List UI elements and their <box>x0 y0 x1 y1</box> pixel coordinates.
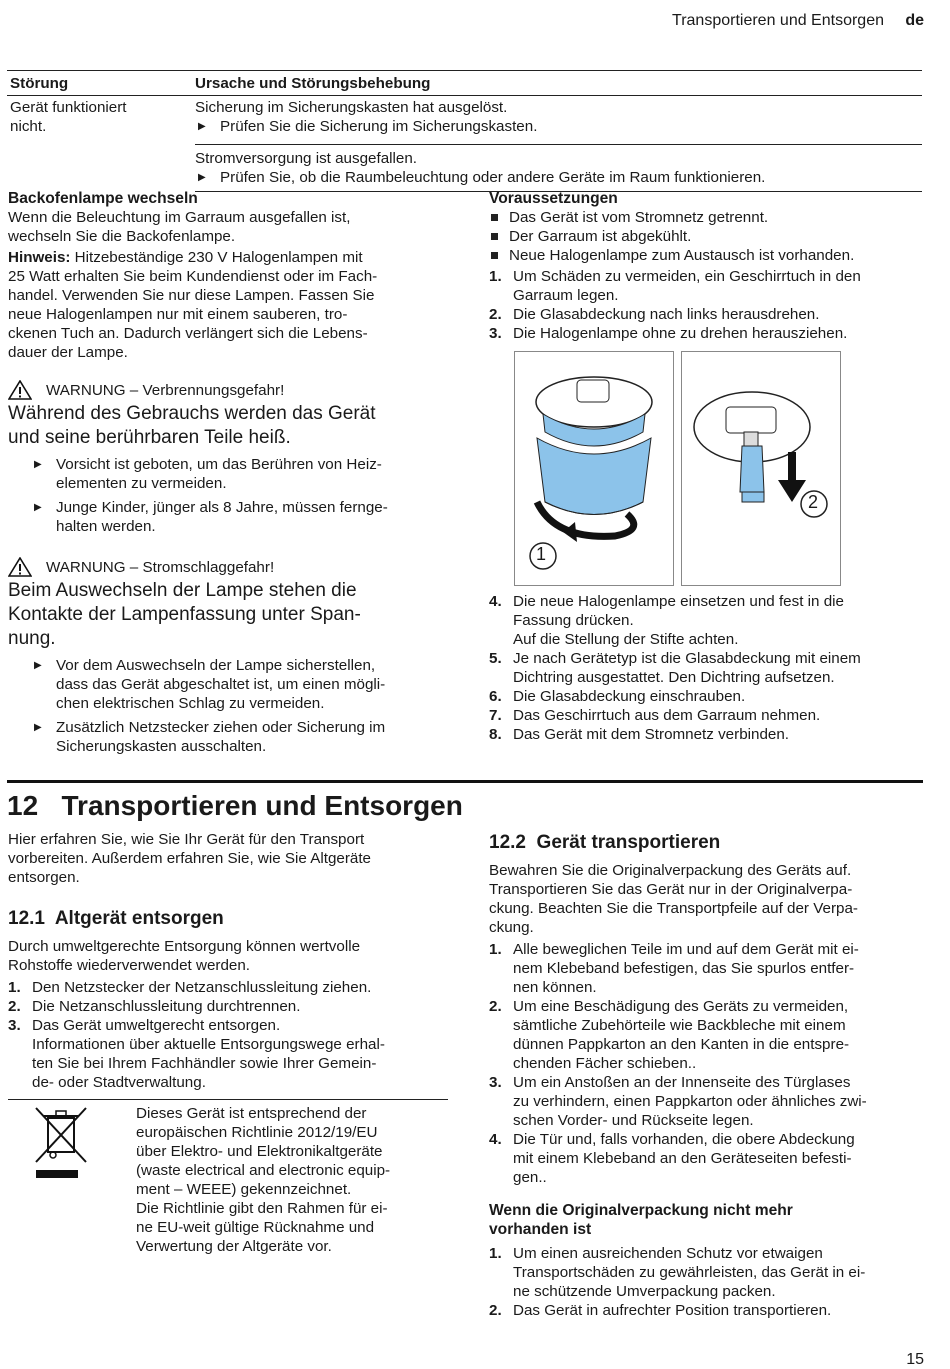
section-intro-line: Transportieren Sie das Gerät nur in der Originalverpa- <box>489 881 853 898</box>
list-line: Vorsicht ist geboten, um das Berühren von Heiz- <box>56 456 382 473</box>
hint-line: ckenen Tuch an. Dadurch verlängert sich die Lebens- <box>8 325 368 342</box>
col-cause-header: Ursache und Störungsbehebung <box>195 75 431 92</box>
step-line: gen.. <box>513 1169 547 1186</box>
subsection-title: vorhanden ist <box>489 1221 592 1238</box>
step-item <box>8 978 448 997</box>
list-line: elementen zu vermeiden. <box>56 475 227 492</box>
lamp-title: Backofenlampe wechseln <box>8 190 198 207</box>
step-number: 3. <box>489 325 502 342</box>
section-intro-line: ckung. <box>489 919 534 936</box>
fault-table <box>7 70 922 192</box>
step-item <box>489 592 929 649</box>
square-bullet-icon <box>491 233 498 240</box>
list-item <box>489 246 929 265</box>
step-item <box>489 649 929 687</box>
prereq-title: Voraussetzungen <box>489 190 618 207</box>
section-title: 12.2 Gerät transportieren <box>489 832 721 853</box>
running-header <box>0 11 950 33</box>
hint-label: Hinweis: <box>8 249 71 266</box>
square-bullet-icon <box>491 252 498 259</box>
step-line: Auf die Stellung der Stifte achten. <box>513 631 739 648</box>
step-line: Die Halogenlampe ohne zu drehen herausziehen. <box>513 325 848 342</box>
page-number: 15 <box>906 1351 924 1368</box>
hint-line: 25 Watt erhalten Sie beim Kundendienst oder im Fach- <box>8 268 378 285</box>
hint-line: Hitzebeständige 230 V Halogenlampen mit <box>70 249 363 266</box>
list-line: chen elektrischen Schlag zu vermeiden. <box>56 695 325 712</box>
warning-text: nung. <box>8 628 56 649</box>
step-line: Fassung drücken. <box>513 612 634 629</box>
weee-symbol <box>8 1104 136 1256</box>
step-number: 8. <box>489 726 502 743</box>
arrow-bullet-icon: ▶ <box>34 502 42 513</box>
step-line: Informationen über aktuelle Entsorgungswege erhal- <box>32 1036 385 1053</box>
cause-text: Sicherung im Sicherungskasten hat ausgelöst. <box>195 99 508 116</box>
weee-line: ment – WEEE) gekennzeichnet. <box>136 1181 352 1198</box>
warning-burn <box>8 380 448 400</box>
step-line: nem Klebeband befestigen, das Sie spurlos entfer- <box>513 960 855 977</box>
warning-heading: WARNUNG – Stromschlaggefahr! <box>46 558 275 576</box>
warning-shock <box>8 557 448 577</box>
step-item <box>489 267 929 305</box>
section-intro-line: Bewahren Sie die Originalverpackung des Geräts auf. <box>489 862 852 879</box>
chapter-title: 12 Transportieren und Entsorgen <box>7 790 463 821</box>
step-item <box>8 1016 448 1092</box>
list-text: Neue Halogenlampe zum Austausch ist vorhanden. <box>509 247 855 264</box>
figure-label: 1 <box>536 544 547 564</box>
remedy-text: Prüfen Sie, ob die Raumbeleuchtung oder andere Geräte im Raum funktionieren. <box>220 169 766 186</box>
step-line: Transportschäden zu gewährleisten, das Gerät in ei- <box>513 1264 866 1281</box>
figure-label: 2 <box>808 492 819 512</box>
step-number: 2. <box>489 306 502 323</box>
header-language: de <box>905 12 924 29</box>
section-title: 12.1 Altgerät entsorgen <box>8 908 224 929</box>
list-item <box>489 227 929 246</box>
step-item <box>489 706 929 725</box>
arrow-bullet-icon: ▶ <box>34 459 42 470</box>
hint-line: handel. Verwenden Sie nur diese Lampen. Fassen Sie <box>8 287 375 304</box>
section-intro-line: Rohstoffe wiederverwendet werden. <box>8 957 251 974</box>
square-bullet-icon <box>491 214 498 221</box>
list-item <box>8 656 448 713</box>
intro-line: entsorgen. <box>8 869 80 886</box>
cause-row <box>195 96 922 145</box>
lamp-hint <box>8 248 448 362</box>
prereq-section <box>489 189 929 343</box>
list-line: halten werden. <box>56 518 156 535</box>
lamp-cover-illustration <box>514 351 674 586</box>
warning-text: Kontakte der Lampenfassung unter Span- <box>8 604 361 625</box>
step-line: chenden Fächer schieben.. <box>513 1055 697 1072</box>
arrow-bullet-icon: ▶ <box>34 660 42 671</box>
step-line: nen können. <box>513 979 597 996</box>
step-number: 3. <box>8 1017 21 1034</box>
subsection-title: Wenn die Originalverpackung nicht mehr <box>489 1202 793 1219</box>
list-item <box>489 208 929 227</box>
step-item <box>8 997 448 1016</box>
warning-heading: WARNUNG – Verbrennungsgefahr! <box>46 381 285 399</box>
weee-line: ne EU-weit gültige Rücknahme und <box>136 1219 375 1236</box>
warning-text: Beim Auswechseln der Lampe stehen die <box>8 580 357 601</box>
step-line: Die Tür und, falls vorhanden, die obere Abdeckung <box>513 1131 855 1148</box>
step-number: 7. <box>489 707 502 724</box>
step-item <box>489 1130 929 1187</box>
cause-text: Stromversorgung ist ausgefallen. <box>195 150 418 167</box>
chapter-heading <box>7 780 923 823</box>
remedy-text: Prüfen Sie die Sicherung im Sicherungskasten. <box>220 118 538 135</box>
step-item <box>489 1301 929 1320</box>
list-item <box>8 455 448 493</box>
step-item <box>489 687 929 706</box>
step-line: Die Glasabdeckung einschrauben. <box>513 688 746 705</box>
step-line: ten Sie bei Ihrem Fachhändler sowie Ihrer Gemein- <box>32 1055 377 1072</box>
step-item <box>489 1244 929 1301</box>
list-line: Sicherungskasten ausschalten. <box>56 738 267 755</box>
weee-line: über Elektro- und Elektronikaltgeräte <box>136 1143 383 1160</box>
list-item <box>8 498 448 536</box>
section-intro-line: Durch umweltgerechte Entsorgung können wertvolle <box>8 938 361 955</box>
weee-line: Dieses Gerät ist entsprechend der <box>136 1105 367 1122</box>
step-line: Garraum legen. <box>513 287 619 304</box>
step-line: Das Gerät umweltgerecht entsorgen. <box>32 1017 281 1034</box>
cause-row <box>195 145 922 192</box>
list-text: Der Garraum ist abgekühlt. <box>509 228 692 245</box>
step-number: 6. <box>489 688 502 705</box>
list-line: dass das Gerät abgeschaltet ist, um einen mögli- <box>56 676 386 693</box>
list-line: Zusätzlich Netzstecker ziehen oder Sicherung im <box>56 719 386 736</box>
chapter-right-column <box>489 831 929 1320</box>
halogen-lamp-illustration <box>681 351 841 586</box>
weee-line: Verwertung der Altgeräte vor. <box>136 1238 332 1255</box>
lamp-intro-line: wechseln Sie die Backofenlampe. <box>8 228 236 245</box>
step-line: de- oder Stadtverwaltung. <box>32 1074 206 1091</box>
crossed-bin-icon <box>32 1104 92 1184</box>
step-line: sämtliche Zubehörteile wie Backbleche mit einem <box>513 1017 846 1034</box>
chapter-left-column <box>8 830 448 1256</box>
list-line: Junge Kinder, jünger als 8 Jahre, müssen fernge- <box>56 499 388 516</box>
step-line: Um einen ausreichenden Schutz vor etwaigen <box>513 1245 823 1262</box>
list-text: Das Gerät ist vom Stromnetz getrennt. <box>509 209 769 226</box>
list-line: Vor dem Auswechseln der Lampe sicherstellen, <box>56 657 376 674</box>
lamp-section <box>8 189 448 756</box>
step-line: Den Netzstecker der Netzanschlussleitung ziehen. <box>32 979 372 996</box>
step-line: Um eine Beschädigung des Geräts zu vermeiden, <box>513 998 849 1015</box>
hint-line: neue Halogenlampen nur mit einem sauberen, tro- <box>8 306 348 323</box>
step-number: 2. <box>8 998 21 1015</box>
weee-box <box>8 1099 448 1256</box>
step-line: Die Netzanschlussleitung durchtrennen. <box>32 998 301 1015</box>
step-line: Alle beweglichen Teile im und auf dem Gerät mit ei- <box>513 941 859 958</box>
weee-line: europäischen Richtlinie 2012/19/EU <box>136 1124 378 1141</box>
table-header-row <box>7 71 922 96</box>
step-number: 4. <box>489 593 502 610</box>
fault-cell <box>7 96 195 192</box>
section-intro-line: ckung. Beachten Sie die Transportpfeile auf der Verpa- <box>489 900 858 917</box>
step-line: Je nach Gerätetyp ist die Glasabdeckung mit einem <box>513 650 861 667</box>
step-item <box>489 997 929 1073</box>
step-line: Dichtring ausgestattet. Den Dichtring aufsetzen. <box>513 669 835 686</box>
step-number: 5. <box>489 650 502 667</box>
step-line: zu verhindern, einen Pappkarton oder ähnliches zwi- <box>513 1093 867 1110</box>
step-line: Um ein Anstoßen an der Innenseite des Türglases <box>513 1074 851 1091</box>
step-line: Das Gerät in aufrechter Position transportieren. <box>513 1302 832 1319</box>
arrow-bullet-icon: ▶ <box>198 172 206 183</box>
step-item <box>489 725 929 744</box>
step-line: Das Geschirrtuch aus dem Garraum nehmen. <box>513 707 821 724</box>
step-number: 1. <box>8 979 21 996</box>
weee-line: Die Richtlinie gibt den Rahmen für ei- <box>136 1200 388 1217</box>
step-line: Die neue Halogenlampe einsetzen und fest in die <box>513 593 844 610</box>
warning-text: Während des Gebrauchs werden das Gerät <box>8 403 376 424</box>
step-line: mit einem Klebeband an den Geräteseiten befesti- <box>513 1150 852 1167</box>
warning-triangle-icon <box>8 557 32 577</box>
step-number: 4. <box>489 1131 502 1148</box>
step-number: 2. <box>489 1302 502 1319</box>
warning-triangle-icon <box>8 380 32 400</box>
header-title: Transportieren und Entsorgen <box>672 12 884 29</box>
weee-line: (waste electrical and electronic equip- <box>136 1162 391 1179</box>
arrow-bullet-icon: ▶ <box>198 121 206 132</box>
step-number: 3. <box>489 1074 502 1091</box>
step-item <box>489 324 929 343</box>
step-item <box>489 1073 929 1130</box>
steps-continued <box>489 592 929 744</box>
step-number: 1. <box>489 1245 502 1262</box>
intro-line: vorbereiten. Außerdem erfahren Sie, wie Sie Altgeräte <box>8 850 372 867</box>
step-line: dünnen Pappkarton an den Kanten in die entspre- <box>513 1036 850 1053</box>
intro-line: Hier erfahren Sie, wie Sie Ihr Gerät für den Transport <box>8 831 365 848</box>
step-item <box>489 940 929 997</box>
step-line: Um Schäden zu vermeiden, ein Geschirrtuch in den <box>513 268 861 285</box>
fault-line: Gerät funktioniert <box>10 99 127 116</box>
step-line: ne schützende Umverpackung packen. <box>513 1283 776 1300</box>
step-number: 2. <box>489 998 502 1015</box>
step-number: 1. <box>489 941 502 958</box>
step-number: 1. <box>489 268 502 285</box>
warning-text: und seine berührbaren Teile heiß. <box>8 427 291 448</box>
step-line: Das Gerät mit dem Stromnetz verbinden. <box>513 726 790 743</box>
arrow-bullet-icon: ▶ <box>34 722 42 733</box>
step-line: Die Glasabdeckung nach links herausdrehen. <box>513 306 820 323</box>
fault-line: nicht. <box>10 118 47 135</box>
lamp-intro-line: Wenn die Beleuchtung im Garraum ausgefallen ist, <box>8 209 351 226</box>
step-line: schen Vorder- und Rückseite legen. <box>513 1112 754 1129</box>
list-item <box>8 718 448 756</box>
step-item <box>489 305 929 324</box>
col-fault-header: Störung <box>10 75 69 92</box>
hint-line: dauer der Lampe. <box>8 344 128 361</box>
